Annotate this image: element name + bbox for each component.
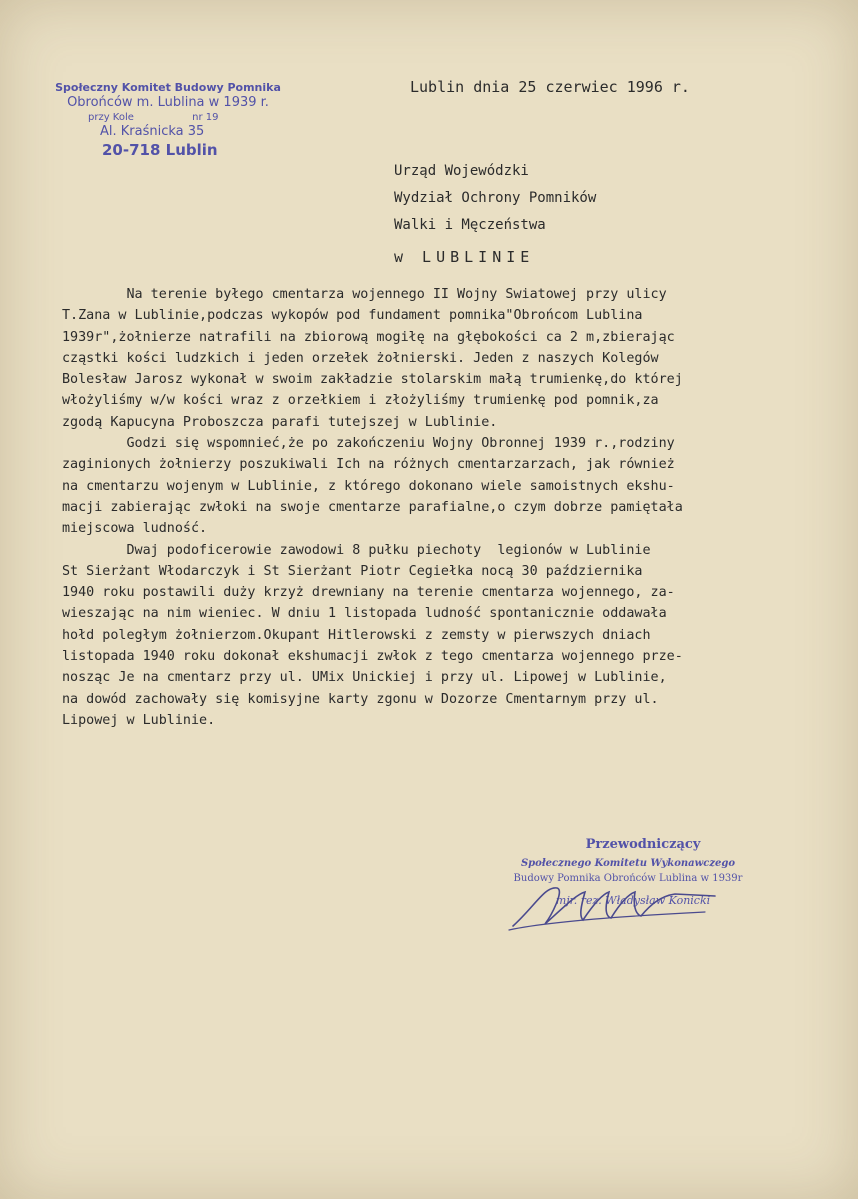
body-line: Bolesław Jarosz wykonał w swoim zakładzie stolarskim małą trumienkę,do której [62, 372, 683, 388]
body-line: wieszając na nim wieniec. W dniu 1 listopada ludność spontanicznie oddawała [62, 606, 667, 622]
body-line: włożyliśmy w/w kości wraz z orzełkiem i złożyliśmy trumienkę pod pomnik,za [62, 393, 659, 409]
body-line: 1939r",żołnierze natrafili na zbiorową mogiłę na głębokości ca 2 m,zbierając [62, 329, 675, 345]
stamp-line-3 [48, 111, 288, 124]
body-line: cząstki kości ludzkich i jeden orzełek żołnierski. Jeden z naszych Kolegów [62, 350, 659, 366]
signature-title: Przewodniczący [585, 837, 701, 852]
body-line: 1940 roku postawili duży krzyż drewniany na terenie cmentarza wojennego, za- [62, 585, 675, 601]
signatory-name: mjr. rez. Władysław Konicki [555, 894, 711, 907]
body-line: nosząc Je na cmentarz przy ul. UMix Unickiej i przy ul. Lipowej w Lublinie, [62, 670, 667, 686]
body-line: T.Zana w Lublinie,podczas wykopów pod fundament pomnika"Obrońcom Lublina [62, 308, 643, 324]
stamp-line-2: Obrońców m. Lublina w 1939 r. [67, 95, 269, 110]
stamp-line-5: 20-718 Lublin [102, 141, 218, 159]
body-line: Godzi się wspomnieć,że po zakończeniu Wojny Obronnej 1939 r.,rodziny [62, 436, 675, 452]
addressee-block [394, 158, 596, 239]
stamp-line-4: Al. Kraśnicka 35 [100, 124, 205, 139]
addressee-line: Walki i Męczeństwa [394, 217, 546, 233]
body-line: Dwaj podoficerowie zawodowi 8 pułku piechoty legionów w Lublinie [62, 542, 651, 558]
body-line: zgodą Kapucyna Proboszcza parafi tutejszej w Lublinie. [62, 414, 498, 430]
addressee-line: Urząd Wojewódzki [394, 163, 529, 179]
signature-committee: Społecznego Komitetu Wykonawczego [520, 858, 736, 869]
letter-date: Lublin dnia 25 czerwiec 1996 r. [410, 78, 690, 96]
letter-body [62, 284, 852, 731]
addressee-city: w LUBLINIE [394, 248, 535, 266]
handwritten-signature [505, 876, 735, 936]
body-line: Lipowej w Lublinie. [62, 712, 216, 728]
committee-stamp [48, 80, 288, 160]
body-line: na cmentarzu wojenym w Lublinie, z którego dokonano wiele samoistnych ekshu- [62, 478, 675, 494]
body-line: listopada 1940 roku dokonał ekshumacji zwłok z tego cmentarza wojennego prze- [62, 649, 683, 665]
body-line: macji zabierając zwłoki na swoje cmentarze parafialne,o czym dobrze pamiętała [62, 499, 683, 515]
body-line: St Sierżant Włodarczyk i St Sierżant Piotr Cegiełka nocą 30 października [62, 563, 643, 579]
signature-committee-purpose: Budowy Pomnika Obrońców Lublina w 1939r [513, 873, 743, 884]
body-line: zaginionych żołnierzy poszukiwali Ich na różnych cmentarzarzach, jak również [62, 457, 675, 473]
body-line: Na terenie byłego cmentarza wojennego II Wojny Swiatowej przy ulicy [62, 287, 667, 302]
body-line: na dowód zachowały się komisyjne karty zgonu w Dozorze Cmentarnym przy ul. [62, 691, 659, 707]
stamp-line-1: Społeczny Komitet Budowy Pomnika [55, 81, 281, 94]
stamp-line-3b: nr 19 [192, 112, 219, 123]
body-line: hołd poległym żołnierzom.Okupant Hitlerowski z zemsty w pierwszych dniach [62, 627, 651, 643]
addressee-line: Wydział Ochrony Pomników [394, 190, 597, 206]
body-line: miejscowa ludność. [62, 521, 208, 537]
stamp-line-3a: przy Kole [88, 112, 134, 123]
